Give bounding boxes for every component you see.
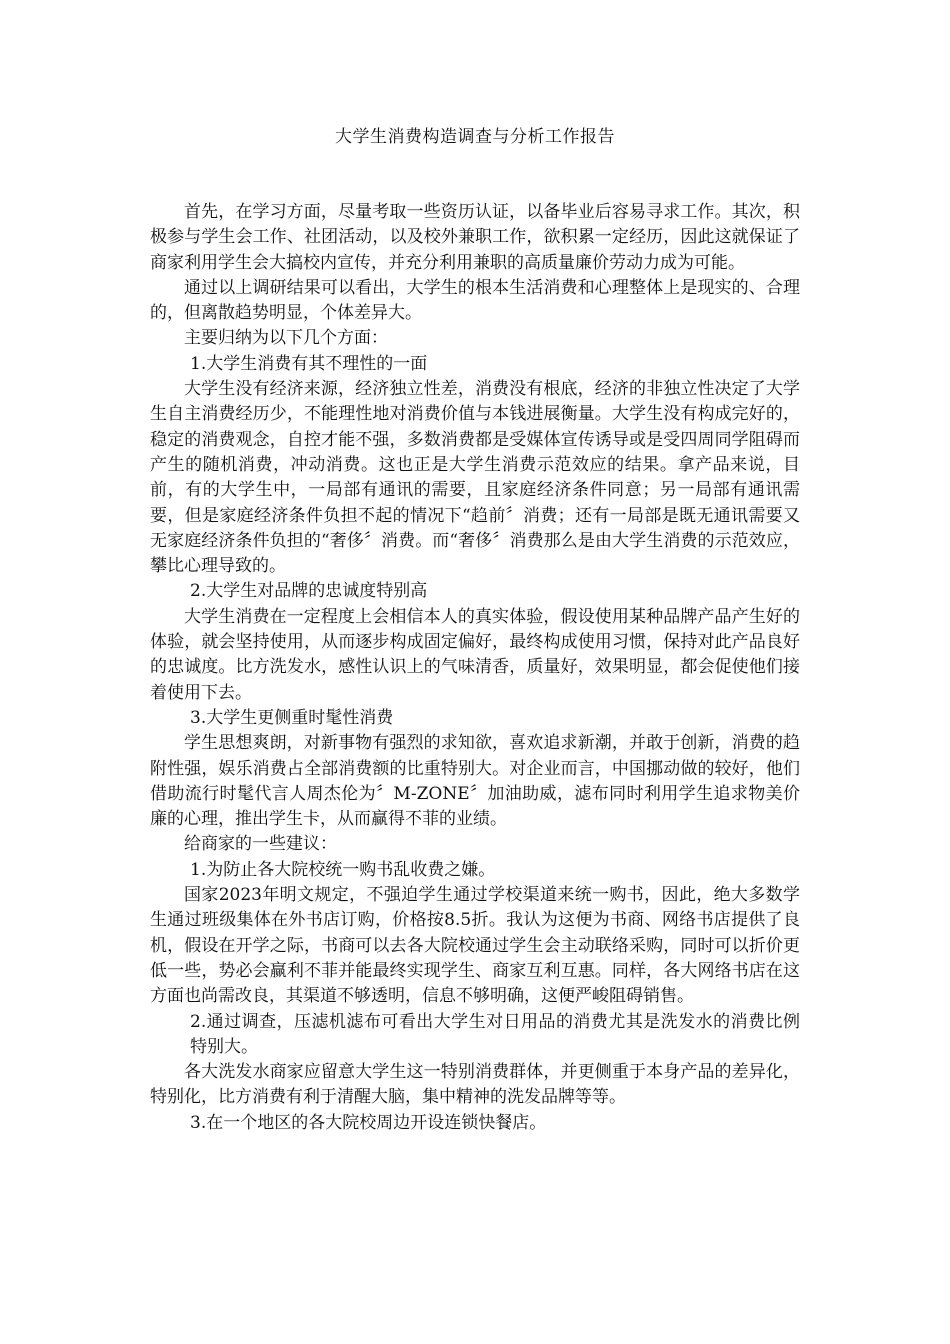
section-heading-irrational: 1.大学生消费有其不理性的一面 [190,353,428,374]
paragraph-books: 国家2023年明文规定，不强迫学生通过学校渠道来统一购书，因此，绝大多数学生通过班级集体在外书店订购，价格按8.5折。我认为这便为书商、网络书店提供了良机，假设在开学之际，书商可以去各大院校通过学生会主动联络采购，同时可以折价更低一些，势必会赢利不菲并能最终实现学生、商家互利互惠。同样，各大网络书店在这方面也尚需改良，其渠道不够透明，信息不够明确，这便严峻阻碍销售。 [150,885,800,1007]
paragraph-aspects-lead: 主要归纳为以下几个方面： [184,328,388,349]
section-heading-brand-loyalty: 2.大学生对品牌的忠诚度特别高 [190,581,428,602]
paragraph-brand-loyalty: 大学生消费在一定程度上会相信本人的真实体验，假设使用某种品牌产品产生好的体验，就会坚持使用，从而逐步构成固定偏好，最终构成使用习惯，保持对此产品良好的忠诚度。比方洗发水，感性认识上的气味清香，质量好，效果明显，都会促使他们接着使用下去。 [150,606,800,703]
paragraph-shampoo: 各大洗发水商家应留意大学生这一特别消费群体，并更侧重于本身产品的差异化，特别化，比方消费有利于清醒大脑，集中精神的洗发品牌等等。 [150,1062,800,1108]
document-title: 大学生消费构造调查与分析工作报告 [335,127,615,147]
paragraph-suggestions-lead: 给商家的一些建议： [184,834,337,855]
paragraph-fashion: 学生思想爽朗，对新事物有强烈的求知欲，喜欢追求新潮，并敢于创新，消费的趋附性强，娱乐消费占全部消费额的比重特别大。对企业而言，中国挪动做的较好，他们借助流行时髦代言人周杰伦为〞M-ZONE〞加油助威，滤布同时利用学生追求物美价廉的心理，推出学生卡，从而赢得不菲的业绩。 [150,733,800,830]
paragraph-intro: 首先，在学习方面，尽量考取一些资历认证，以备毕业后容易寻求工作。其次，积极参与学生会工作、社团活动，以及校外兼职工作，欲积累一定经历，因此这就保证了商家利用学生会大搞校内宣传，并充分利用兼职的高质量廉价劳动力成为可能。 [150,202,800,273]
suggestion-heading-daily-goods: 2.通过调查，压滤机滤布可看出大学生对日用品的消费尤其是洗发水的消费比例特别大。 [190,1011,800,1057]
section-heading-fashion: 3.大学生更侧重时髦性消费 [190,707,394,728]
paragraph-irrational: 大学生没有经济来源，经济独立性差，消费没有根底，经济的非独立性决定了大学生自主消费经历少，不能理性地对消费价值与本钱进展衡量。大学生没有构成完好的，稳定的消费观念，自控才能不强，多数消费都是受媒体宣传诱导或是受四周同学阻碍而产生的随机消费，冲动消费。这也正是大学生消费示范效应的结果。拿产品来说，目前，有的大学生中，一局部有通讯的需要，且家庭经济条件同意；另一局部有通讯需要，但是家庭经济条件负担不起的情况下“趋前〞消费；还有一局部是既无通讯需要又无家庭经济条件负担的“奢侈〞消费。而“奢侈〞消费那么是由大学生消费的示范效应，攀比心理导致的。 [150,379,800,577]
suggestion-heading-books: 1.为防止各大院校统一购书乱收费之嫌。 [190,859,496,880]
document-body [150,200,800,1136]
suggestion-heading-fast-food: 3.在一个地区的各大院校周边开设连锁快餐店。 [190,1112,547,1133]
paragraph-summary: 通过以上调研结果可以看出，大学生的根本生活消费和心理整体上是现实的、合理的，但离散趋势明显，个体差异大。 [150,277,800,324]
